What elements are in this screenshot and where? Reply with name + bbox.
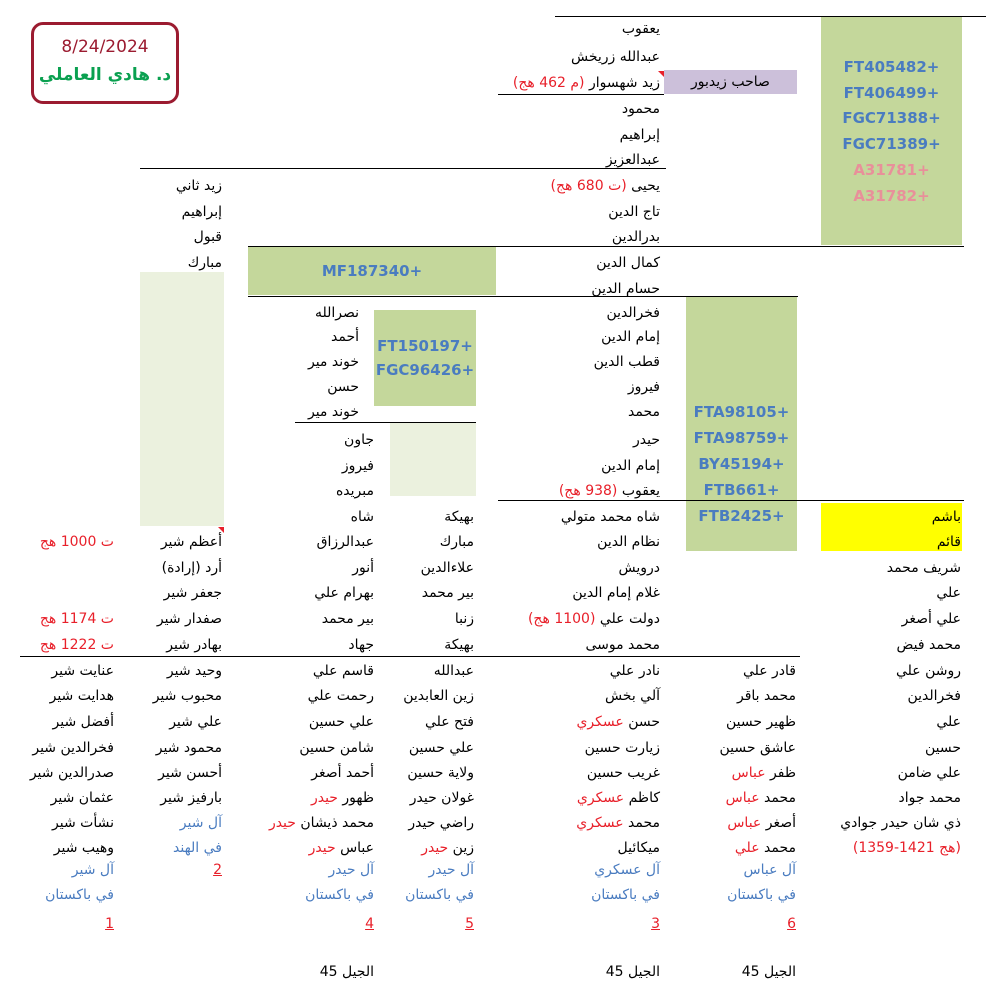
- name-col3: آلي بخش: [604, 688, 660, 704]
- family-label: آل حيدر: [428, 862, 474, 878]
- dna-marker: FGC96426+: [375, 361, 475, 379]
- name-kamaluddin: كمال الدين: [596, 255, 660, 271]
- rule-4: [248, 296, 798, 297]
- name-col5: عبدالله: [433, 663, 474, 679]
- name-col4: محمد ذيشان حيدر: [268, 815, 374, 831]
- family-country: في الهند: [173, 840, 222, 856]
- rule-2: [140, 168, 666, 169]
- name-col3: زيارت حسين: [584, 740, 660, 756]
- dna-marker: FT150197+: [377, 337, 473, 355]
- name-main: إمام الدين: [601, 329, 660, 345]
- name-col2: بارفيز شير: [160, 790, 222, 806]
- name-col4: عباس حيدر: [308, 840, 374, 856]
- family-label: آل شير: [71, 862, 114, 878]
- family-label: آل حيدر: [328, 862, 374, 878]
- name-col6: محمد عباس: [725, 790, 796, 806]
- name-col5: علاءالدين: [420, 560, 474, 576]
- name-col1: صدرالدين شير: [29, 765, 114, 781]
- name-col1: فخرالدين شير: [32, 740, 114, 756]
- family-country: في باكستان: [305, 887, 374, 903]
- name-col5: مبارك: [439, 534, 474, 550]
- family-country: في باكستان: [727, 887, 796, 903]
- rule-3: [248, 246, 964, 247]
- name-col3: شاه محمد متولي: [560, 509, 660, 525]
- name-col4: رحمت علي: [307, 688, 374, 704]
- name-mid-a: نصرالله: [314, 305, 359, 321]
- generation-label: الجيل 45: [741, 964, 796, 980]
- name-main: محمد: [628, 404, 660, 420]
- name-col3: غلام إمام الدين: [572, 585, 660, 601]
- stamp-name: د. هادي العاملي: [38, 65, 172, 85]
- name-far-right: حسين: [924, 740, 961, 756]
- name-left-top: قبول: [193, 229, 222, 245]
- pale-box-left: [140, 272, 224, 526]
- name-col3: درويش: [618, 560, 660, 576]
- name-abdulaziz: عبدالعزيز: [605, 152, 660, 168]
- branch-number[interactable]: 6: [787, 916, 796, 932]
- branch-number[interactable]: 4: [365, 916, 374, 932]
- name-col3: كاظم عسكري: [576, 790, 660, 806]
- name-col2: أعظم شير: [160, 534, 222, 550]
- name-mid-a: خوند مير: [307, 404, 359, 420]
- name-col6: قادر علي: [742, 663, 796, 679]
- name-ibrahim: إبراهيم: [619, 127, 660, 143]
- name-col2: جعفر شير: [163, 585, 222, 601]
- name-far-right: شريف محمد: [886, 560, 961, 576]
- name-far-right: فخرالدين: [907, 688, 961, 704]
- name-left-top: مبارك: [187, 255, 222, 271]
- name-col5: بهيكة: [444, 637, 474, 653]
- name-col5: زين حيدر: [421, 840, 474, 856]
- date-note: ت 1174 هج: [39, 611, 114, 627]
- name-col1: عثمان شير: [50, 790, 114, 806]
- name-col4: شاه: [350, 509, 374, 525]
- dna-marker: FT406499+: [843, 84, 940, 102]
- family-country: في باكستان: [591, 887, 660, 903]
- rule-5: [295, 422, 476, 423]
- dna-marker: FGC71388+: [842, 109, 941, 127]
- author-stamp: [31, 22, 179, 104]
- date-note: ت 1222 هج: [39, 637, 114, 653]
- dna-marker: A31781+: [853, 161, 930, 179]
- name-col3: حسن عسكري: [576, 714, 660, 730]
- pale-box-mid: [390, 423, 476, 496]
- dna-box-top: [821, 17, 962, 245]
- rule-7: [20, 656, 800, 657]
- name-far-right: قائم: [936, 534, 961, 550]
- name-col5: زنبا: [454, 611, 474, 627]
- name-col5: راضي حيدر: [408, 815, 474, 831]
- name-col5: زين العابدين: [403, 688, 474, 704]
- name-mahmud: محمود: [621, 101, 660, 117]
- dna-marker: FTA98105+: [693, 403, 790, 421]
- sahib-label: صاحب زيدبور: [691, 74, 770, 90]
- name-husamuddin: حسام الدين: [591, 281, 660, 297]
- name-col4: بير محمد: [321, 611, 374, 627]
- name-left-top: زيد ثاني: [175, 178, 222, 194]
- dna-box-mid: [374, 310, 476, 406]
- name-col3: ميكائيل: [617, 840, 660, 856]
- name-tajuddin: تاج الدين: [608, 204, 660, 220]
- name-col1: عنايت شير: [51, 663, 114, 679]
- name-col2: بهادر شير: [166, 637, 222, 653]
- name-col3: محمد عسكري: [576, 815, 660, 831]
- name-col4: أحمد أصغر: [311, 765, 374, 781]
- date-note: (1100 هج): [527, 611, 596, 627]
- name-far-right: علي ضامن: [897, 765, 961, 781]
- date-note: ت 1000 هج: [39, 534, 114, 550]
- name-col4: عبدالرزاق: [316, 534, 374, 550]
- name-main: قطب الدين: [593, 354, 660, 370]
- date-note: (ت 680 هج): [550, 178, 627, 194]
- name-mid-b: فيروز: [341, 458, 374, 474]
- name-far-right: باشم: [931, 509, 961, 525]
- rule-6: [498, 500, 964, 501]
- name-col5: ولاية حسين: [407, 765, 474, 781]
- family-country: في باكستان: [45, 887, 114, 903]
- generation-label: الجيل 45: [605, 964, 660, 980]
- name-mid-b: مبريده: [335, 483, 374, 499]
- name-col1: هدايت شير: [49, 688, 114, 704]
- dna-marker: A31782+: [853, 187, 930, 205]
- date-note: (938 هج): [558, 483, 618, 499]
- generation-label: الجيل 45: [319, 964, 374, 980]
- name-main: فخرالدين: [606, 305, 660, 321]
- name-col5: غولان حيدر: [409, 790, 474, 806]
- name-far-right: علي: [936, 714, 961, 730]
- name-col1: نشأت شير: [52, 815, 114, 831]
- name-col2: علي شير: [169, 714, 222, 730]
- name-left-top: إبراهيم: [181, 204, 222, 220]
- name-col3: دولت علي (1100 هج): [527, 611, 660, 627]
- name-col2: محبوب شير: [152, 688, 222, 704]
- name-col1: وهيب شير: [53, 840, 114, 856]
- family-label: آل عسكري: [594, 862, 660, 878]
- name-col5: بهيكة: [444, 509, 474, 525]
- name-col5: علي حسين: [408, 740, 474, 756]
- name-col3: غريب حسين: [586, 765, 660, 781]
- dna-marker: FTB2425+: [698, 507, 785, 525]
- name-main: إمام الدين: [601, 458, 660, 474]
- dna-marker: FTB661+: [703, 481, 780, 499]
- dna-marker: FTA98759+: [693, 429, 790, 447]
- name-col6: محمد علي: [734, 840, 796, 856]
- name-mid-a: خوند مير: [307, 354, 359, 370]
- name-col4: جهاد: [348, 637, 374, 653]
- name-col4: قاسم علي: [312, 663, 374, 679]
- name-far-right: علي: [936, 585, 961, 601]
- name-col2: صفدار شير: [156, 611, 222, 627]
- family-label: آل شير: [179, 815, 222, 831]
- date-note: (1359-1421 هج): [852, 840, 961, 856]
- name-col2: أرد (إرادة): [161, 560, 222, 576]
- name-far-right: ذي شان حيدر جوادي: [840, 815, 961, 831]
- name-mid-a: حسن: [327, 379, 359, 395]
- name-col4: ظهور حيدر: [310, 790, 374, 806]
- family-country: في باكستان: [405, 887, 474, 903]
- name-col4: بهرام علي: [314, 585, 374, 601]
- branch-number[interactable]: 2: [213, 862, 222, 878]
- name-abdallah: عبدالله زريخش: [571, 49, 660, 65]
- name-col6: ظفر عباس: [731, 765, 796, 781]
- branch-number[interactable]: 1: [105, 916, 114, 932]
- dna-marker: FGC71389+: [842, 135, 941, 153]
- name-far-right: علي أصغر: [901, 611, 961, 627]
- rule-top: [555, 16, 986, 17]
- name-yahya: يحيى (ت 680 هج): [550, 178, 660, 194]
- name-col5: بير محمد: [421, 585, 474, 601]
- name-col2: أحسن شير: [158, 765, 222, 781]
- name-col4: شامن حسين: [299, 740, 374, 756]
- name-col4: علي حسين: [308, 714, 374, 730]
- name-zayd-shahsawar: زيد شهسوار (م 462 هج): [512, 75, 660, 91]
- name-col1: أفضل شير: [52, 714, 114, 730]
- dna-marker-mf: MF187340+: [321, 262, 423, 280]
- name-col2: محمود شير: [155, 740, 222, 756]
- name-col3: محمد موسى: [585, 637, 660, 653]
- name-main: فيروز: [627, 379, 660, 395]
- name-col3: نظام الدين: [597, 534, 660, 550]
- branch-number[interactable]: 3: [651, 916, 660, 932]
- dna-marker: BY45194+: [698, 455, 785, 473]
- name-col4: أنور: [352, 560, 374, 576]
- name-main: حيدر: [633, 432, 660, 448]
- stamp-date: 8/24/2024: [61, 37, 149, 57]
- name-col6: عاشق حسين: [719, 740, 796, 756]
- name-far-right: محمد فيض: [896, 637, 961, 653]
- name-far-right: محمد جواد: [898, 790, 961, 806]
- name-col6: محمد باقر: [736, 688, 796, 704]
- name-col3: نادر علي: [609, 663, 660, 679]
- name-mid-a: أحمد: [331, 329, 359, 345]
- name-col6: أصغر عباس: [727, 815, 796, 831]
- name-mid-b: جاون: [344, 432, 374, 448]
- name-col6: ظهير حسين: [725, 714, 796, 730]
- name-far-right: روشن علي: [895, 663, 961, 679]
- name-col5: فتح علي: [424, 714, 474, 730]
- name-yaqub: يعقوب: [621, 21, 660, 37]
- dna-marker: FT405482+: [843, 58, 940, 76]
- rule-1: [498, 94, 664, 95]
- name-col2: وحيد شير: [166, 663, 222, 679]
- date-note: (م 462 هج): [512, 75, 585, 91]
- branch-number[interactable]: 5: [465, 916, 474, 932]
- name-main: يعقوب (938 هج): [558, 483, 660, 499]
- name-badruddin: بدرالدين: [611, 229, 660, 245]
- family-label: آل عباس: [743, 862, 796, 878]
